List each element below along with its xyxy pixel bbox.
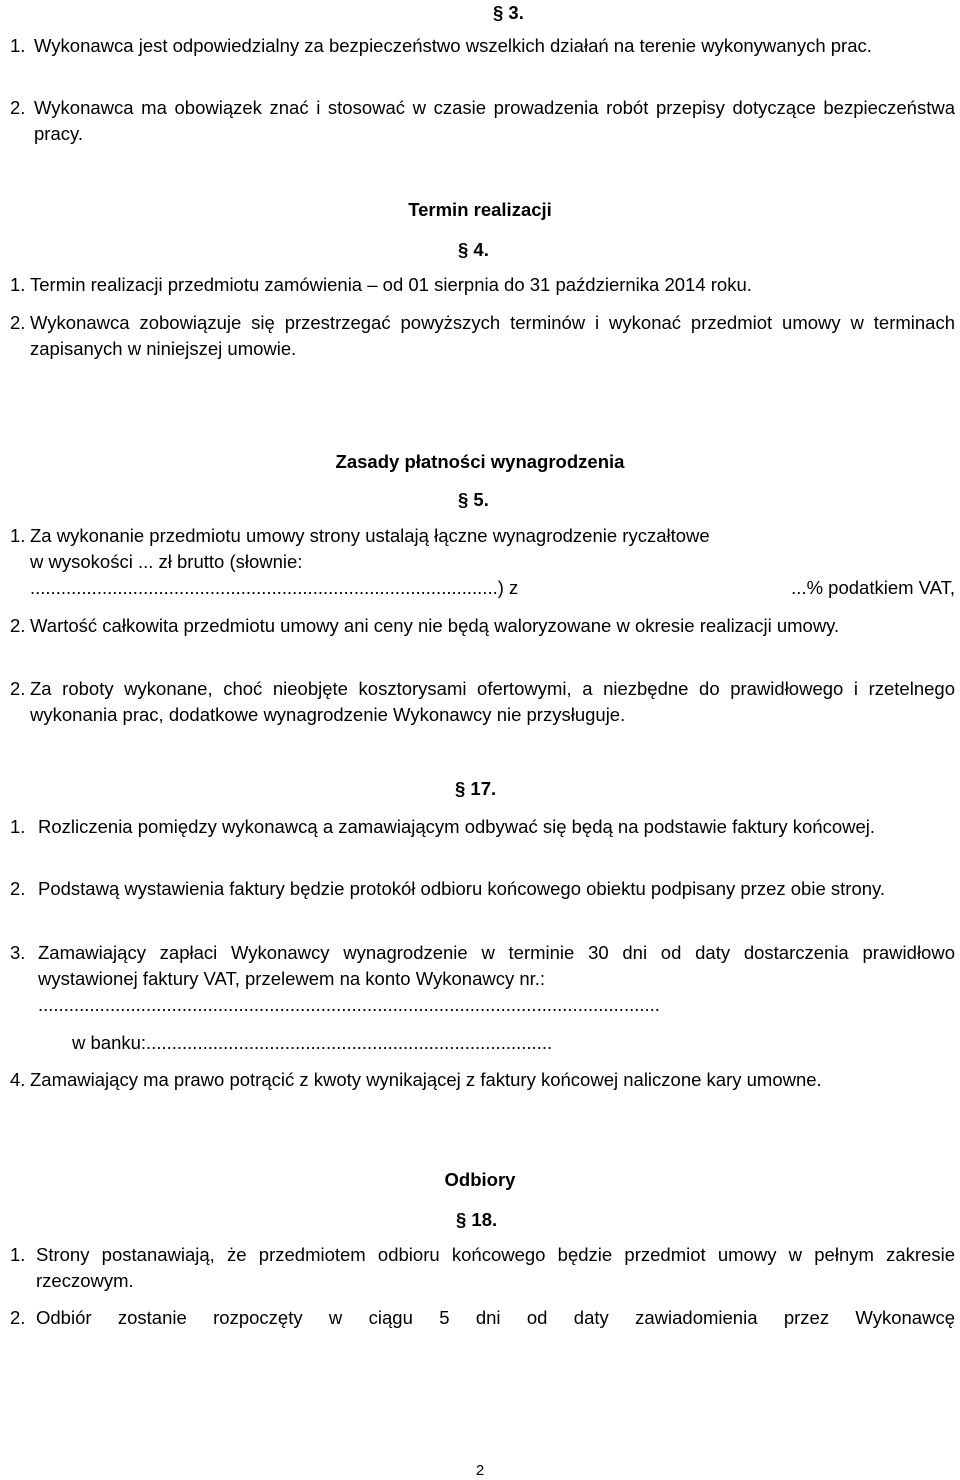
heading-termin-realizacji: Termin realizacji xyxy=(408,199,552,220)
item-number: 2. xyxy=(10,312,26,333)
item-text: Wartość całkowita przedmiotu umowy ani ceny nie będą waloryzowane w okresie realizacji umowy. xyxy=(30,615,840,636)
heading-zasady-platnosci: Zasady płatności wynagrodzenia xyxy=(335,451,625,472)
item-text: Wykonawca ma obowiązek znać i stosować w czasie prowadzenia robót przepisy dotyczące bezpieczeństwa pracy. xyxy=(34,97,955,144)
list-item xyxy=(0,676,960,728)
item-number: 2. xyxy=(10,615,26,636)
vat-rate-blank: ...% podatkiem VAT, xyxy=(791,577,955,598)
list-item xyxy=(0,876,960,928)
account-number-blank: ......................................................................................................................... xyxy=(38,994,660,1015)
list-item xyxy=(0,613,960,665)
item-number: 1. xyxy=(10,816,26,837)
item-number: 2. xyxy=(10,97,26,118)
item-number: 3. xyxy=(10,942,26,963)
list-item xyxy=(0,523,960,601)
item-text: Za roboty wykonane, choć nieobjęte kosztorysami ofertowymi, a niezbędne do prawidłowego i rzetelnego wykonania prac, dodatkowe wynagrodzenie Wykonawcy nie przysługuje. xyxy=(30,678,955,725)
item-text: Rozliczenia pomiędzy wykonawcą a zamawiającym odbywać się będą na podstawie faktury końcowej. xyxy=(38,816,876,837)
list-item xyxy=(0,1242,960,1294)
item-text xyxy=(30,523,955,601)
item-text: Strony postanawiają, że przedmiotem odbioru końcowego będzie przedmiot umowy w pełnym zakresie rzeczowym. xyxy=(36,1244,955,1291)
list-item xyxy=(0,310,960,362)
item-number: 2. xyxy=(10,1307,26,1328)
section-marker-17: § 17. xyxy=(455,778,497,799)
item-number: 1. xyxy=(10,525,26,546)
item-number: 2. xyxy=(10,878,26,899)
item-line xyxy=(30,575,955,601)
list-item xyxy=(0,1305,960,1331)
item-number: 2. xyxy=(10,678,26,699)
list-item xyxy=(0,814,960,866)
list-item xyxy=(0,272,960,298)
list-item xyxy=(0,33,960,85)
section-marker-5: § 5. xyxy=(458,489,489,510)
item-text: Zamawiający zapłaci Wykonawcy wynagrodzenie w terminie 30 dni od daty dostarczenia prawidłowo wystawionej faktury VAT, przelewem na konto Wykonawcy nr.: xyxy=(38,942,955,989)
list-item xyxy=(0,1067,960,1119)
heading-odbiory: Odbiory xyxy=(444,1169,516,1190)
item-text: Odbiór zostanie rozpoczęty w ciągu 5 dni od daty zawiadomienia przez Wykonawcę xyxy=(36,1307,955,1328)
item-number: 4. xyxy=(10,1069,26,1090)
blank-amount-words: ...........................................................................................) z xyxy=(30,577,519,598)
section-marker-18: § 18. xyxy=(456,1209,498,1230)
item-number: 1. xyxy=(10,274,26,295)
item-text: Termin realizacji przedmiotu zamówienia – od 01 sierpnia do 31 października 2014 roku. xyxy=(30,274,752,295)
item-number: 1. xyxy=(10,1244,26,1265)
item-number: 1. xyxy=(10,35,26,56)
item-text: Wykonawca zobowiązuje się przestrzegać powyższych terminów i wykonać przedmiot umowy w terminach zapisanych w niniejszej umowie. xyxy=(30,312,955,359)
item-line: Za wykonanie przedmiotu umowy strony ustalają łączne wynagrodzenie ryczałtowe xyxy=(30,525,710,546)
page-number: 2 xyxy=(475,1462,485,1479)
item-text: Wykonawca jest odpowiedzialny za bezpieczeństwo wszelkich działań na terenie wykonywanych prac. xyxy=(34,35,872,56)
section-marker-3: § 3. xyxy=(493,2,524,23)
list-item xyxy=(0,940,960,992)
item-text: Zamawiający ma prawo potrącić z kwoty wynikającej z faktury końcowej naliczone kary umowne. xyxy=(30,1069,822,1090)
list-item xyxy=(0,95,960,147)
item-line: w wysokości ... zł brutto (słownie: xyxy=(30,551,303,572)
section-marker-4: § 4. xyxy=(458,239,489,260)
bank-name-blank: w banku:............................................................................... xyxy=(72,1032,553,1053)
item-text: Podstawą wystawienia faktury będzie protokół odbioru końcowego obiektu podpisany przez obie strony. xyxy=(38,878,886,899)
